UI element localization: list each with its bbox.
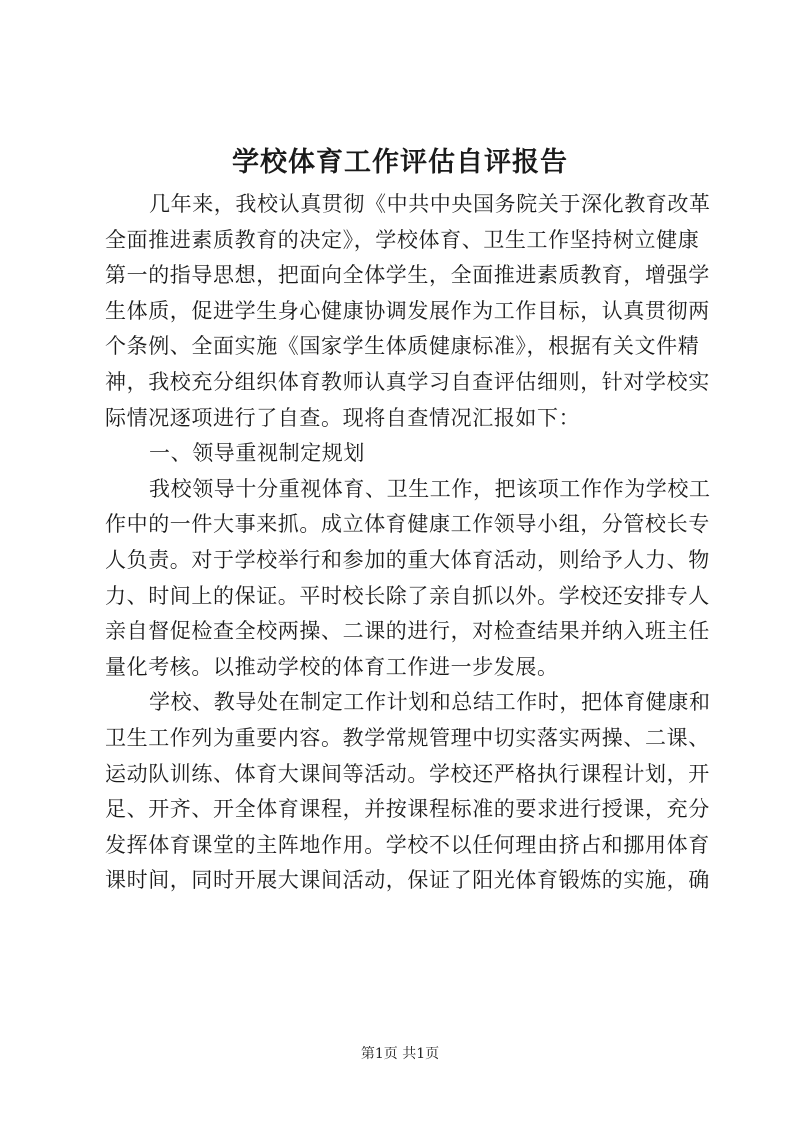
document-title: 学校体育工作评估自评报告 xyxy=(232,147,568,178)
paragraph-line: 亲自督促检查全校两操、二课的进行，对检查结果并纳入班主任 xyxy=(105,619,710,644)
paragraph-line: 运动队训练、体育大课间等活动。学校还严格执行课程计划，开 xyxy=(105,761,710,786)
page-footer: 第1页 共1页 xyxy=(360,1046,440,1062)
paragraph-line: 发挥体育课堂的主阵地作用。学校不以任何理由挤占和挪用体育 xyxy=(105,832,710,857)
paragraph-line: 几年来，我校认真贯彻《中共中央国务院关于深化教育改革 xyxy=(149,192,711,216)
paragraph-line: 我校领导十分重视体育、卫生工作，把该项工作作为学校工 xyxy=(149,476,711,501)
paragraph-line: 量化考核。以推动学校的体育工作进一步发展。 xyxy=(105,654,559,679)
paragraph-line: 全面推进素质教育的决定》，学校体育、卫生工作坚持树立健康 xyxy=(105,227,700,252)
section-heading: 一、领导重视制定规划 xyxy=(149,441,365,466)
document-body xyxy=(105,187,711,899)
paragraph-line: 神，我校充分组织体育教师认真学习自查评估细则，针对学校实 xyxy=(105,369,710,394)
paragraph-line: 作中的一件大事来抓。成立体育健康工作领导小组，分管校长专 xyxy=(105,512,710,537)
paragraph-line: 人负责。对于学校举行和参加的重大体育活动，则给予人力、物 xyxy=(105,547,710,572)
paragraph-line: 足、开齐、开全体育课程，并按课程标准的要求进行授课，充分 xyxy=(105,797,710,822)
paragraph-line: 卫生工作列为重要内容。教学常规管理中切实落实两操、二课、 xyxy=(105,725,710,750)
paragraph-line: 际情况逐项进行了自查。现将自查情况汇报如下： xyxy=(105,405,581,430)
paragraph-line: 个条例、全面实施《国家学生体质健康标准》，根据有关文件精 xyxy=(105,334,700,359)
paragraph-line: 生体质，促进学生身心健康协调发展作为工作目标，认真贯彻两 xyxy=(105,298,710,323)
paragraph-line: 第一的指导思想，把面向全体学生，全面推进素质教育，增强学 xyxy=(105,263,710,288)
paragraph-line: 课时间，同时开展大课间活动，保证了阳光体育锻炼的实施，确 xyxy=(105,868,710,893)
paragraph-line: 力、时间上的保证。平时校长除了亲自抓以外。学校还安排专人 xyxy=(105,583,710,608)
paragraph-line: 学校、教导处在制定工作计划和总结工作时，把体育健康和 xyxy=(149,690,711,715)
